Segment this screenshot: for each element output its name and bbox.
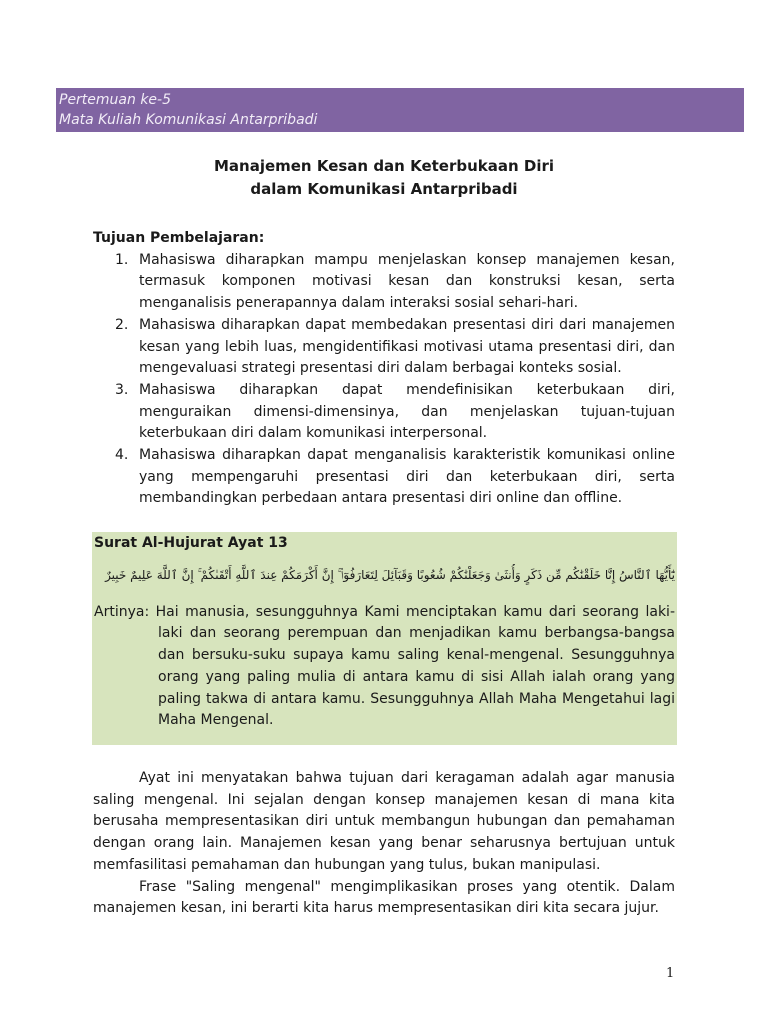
- course-label: Mata Kuliah Komunikasi Antarpribadi: [59, 112, 318, 128]
- objective-number: 4.: [115, 447, 129, 464]
- header-banner: [56, 88, 744, 132]
- objective-number: 2.: [115, 316, 129, 333]
- objective-number: 1.: [115, 251, 129, 268]
- objective-text: Mahasiswa diharapkan dapat membedakan presentasi diri dari manajemen kesan yang lebih luas, mengidentifikasi motivasi utama presentasi diri, dan mengevaluasi strategi presentasi diri dalam berbagai konteks sosial.: [139, 316, 675, 377]
- objective-text: Mahasiswa diharapkan dapat mendefinisikan keterbukaan diri, menguraikan dimensi-dimensinya, dan menjelaskan tujuan-tujuan keterbukaan diri dalam komunikasi interpersonal.: [139, 381, 675, 442]
- title-line-1: Manajemen Kesan dan Keterbukaan Diri: [213, 157, 555, 175]
- objective-item: [93, 380, 675, 445]
- objective-number: 3.: [115, 381, 129, 398]
- objectives-list: [93, 250, 675, 510]
- objective-text: Mahasiswa diharapkan mampu menjelaskan konsep manajemen kesan, termasuk komponen motivasi kesan dan konstruksi kesan, serta menganalisis penerapannya dalam interaksi sosial sehari-hari.: [139, 251, 675, 312]
- body-paragraph: Frase "Saling mengenal" mengimplikasikan proses yang otentik. Dalam manajemen kesan, ini berarti kita harus mempresentasikan diri kita secara jujur.: [93, 878, 675, 917]
- objective-text: Mahasiswa diharapkan dapat menganalisis karakteristik komunikasi online yang mempengaruhi presentasi diri dan keterbukaan diri, serta membandingkan perbedaan antara presentasi diri online dan offline.: [139, 447, 675, 507]
- learning-objectives: [93, 228, 675, 510]
- page-number: 1: [666, 966, 675, 981]
- objective-item: [93, 445, 675, 510]
- objective-item: [93, 250, 675, 315]
- verse-box: [92, 532, 677, 745]
- verse-translation: Artinya: Hai manusia, sesungguhnya Kami menciptakan kamu dari seorang laki-laki dan seorang perempuan dan menjadikan kamu berbangsa-bangsa dan bersuku-suku supaya kamu saling kenal-mengenal. Sesungguhnya orang yang paling mulia di antara kamu di sisi Allah ialah orang yang paling takwa di antara kamu. Sesungguhnya Allah Maha Mengetahui lagi Maha Mengenal.: [94, 603, 675, 729]
- objective-item: [93, 315, 675, 380]
- meeting-label: Pertemuan ke-5: [59, 92, 172, 108]
- document-title: [56, 155, 712, 201]
- objectives-heading: Tujuan Pembelajaran:: [93, 230, 265, 246]
- arabic-verse: يَٰٓأَيُّهَا ٱلنَّاسُ إِنَّا خَلَقْنَٰكُم مِّن ذَكَرٍ وَأُنثَىٰ وَجَعَلْنَٰكُمْ شُعُوبًا وَقَبَآئِلَ لِتَعَارَفُوٓا۟ ۚ إِنَّ أَكْرَمَكُمْ عِندَ ٱللَّهِ أَتْقَىٰكُمْ ۚ إِنَّ ٱللَّهَ عَلِيمٌ خَبِيرٌ: [105, 567, 675, 582]
- verse-title: Surat Al-Hujurat Ayat 13: [94, 535, 288, 551]
- body-paragraph: Ayat ini menyatakan bahwa tujuan dari keragaman adalah agar manusia saling mengenal. Ini sejalan dengan konsep manajemen kesan di mana kita berusaha mempresentasikan diri untuk membangun hubungan dan pemahaman dengan orang lain. Manajemen kesan yang benar seharusnya bertujuan untuk memfasilitasi pemahaman dan hubungan yang tulus, bukan manipulasi.: [93, 770, 675, 873]
- body-text: [93, 768, 675, 920]
- title-line-2: dalam Komunikasi Antarpribadi: [250, 180, 518, 198]
